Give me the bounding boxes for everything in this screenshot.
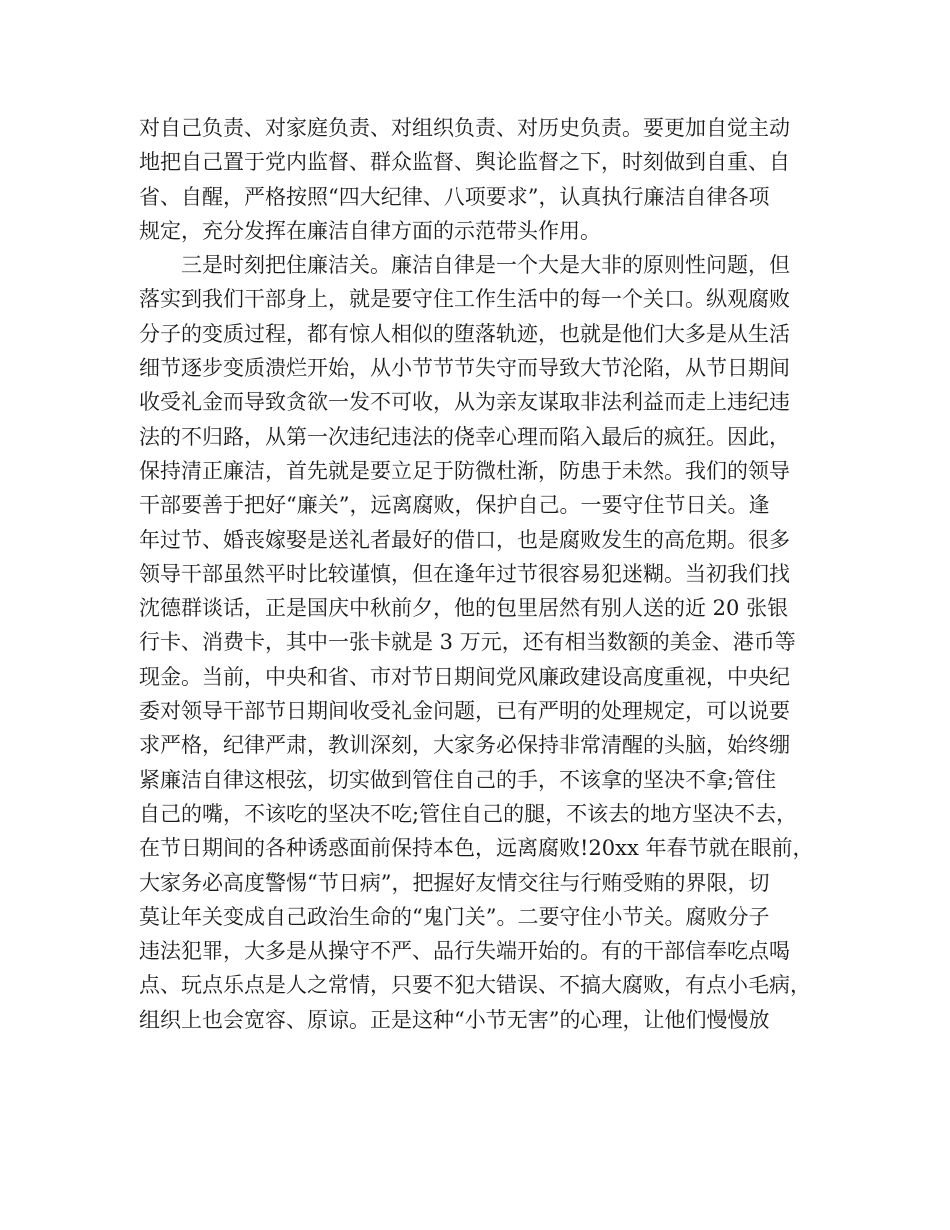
body-text [139,111,829,1037]
text-line: 收受礼金而导致贪欲一发不可收，从为亲友谋取非法利益而走上违纪违 [139,390,790,415]
text-line: 分子的变质过程，都有惊人相似的堕落轨迹，也就是他们大多是从生活 [139,321,790,346]
text-line: 大家务必高度警惕“节日病”，把握好友情交往与行贿受贿的界限，切 [139,870,770,895]
text-line: 委对领导干部节日期间收受礼金问题，已有严明的处理规定，可以说要 [139,699,790,724]
text-line: 点、玩点乐点是人之常情，只要不犯大错误、不搞大腐败，有点小毛病， [139,973,811,998]
text-line: 违法犯罪，大多是从操守不严、品行失端开始的。有的干部信奉吃点喝 [139,939,790,964]
text-line: 细节逐步变质溃烂开始，从小节节节失守而导致大节沦陷，从节日期间 [139,356,790,381]
text-line: 地把自己置于党内监督、群众监督、舆论监督之下，时刻做到自重、自 [139,150,790,175]
text-line: 紧廉洁自律这根弦，切实做到管住自己的手，不该拿的坚决不拿;管住 [139,767,777,792]
text-line: 求严格，纪律严肃，教训深刻，大家务必保持非常清醒的头脑，始终绷 [139,733,790,758]
text-line: 规定，充分发挥在廉洁自律方面的示范带头作用。 [139,218,601,243]
text-line: 落实到我们干部身上，就是要守住工作生活中的每一个关口。纵观腐败 [139,287,790,312]
text-line: 领导干部虽然平时比较谨慎，但在逢年过节很容易犯迷糊。当初我们找 [139,561,790,586]
text-line: 沈德群谈话，正是国庆中秋前夕，他的包里居然有别人送的近 20 张银 [139,596,789,621]
text-line: 法的不归路，从第一次违纪违法的侥幸心理而陷入最后的疯狂。因此， [139,424,790,449]
text-line: 行卡、消费卡，其中一张卡就是 3 万元，还有相当数额的美金、港币等 [139,630,796,655]
text-line: 现金。当前，中央和省、市对节日期间党风廉政建设高度重视，中央纪 [139,664,790,689]
text-line: 年过节、婚丧嫁娶是送礼者最好的借口，也是腐败发生的高危期。很多 [139,527,790,552]
text-line: 省、自醒，严格按照“四大纪律、八项要求”，认真执行廉洁自律各项 [139,184,770,209]
text-line: 组织上也会宽容、原谅。正是这种“小节无害”的心理，让他们慢慢放 [139,1007,770,1032]
text-line: 对自己负责、对家庭负责、对组织负责、对历史负责。要更加自觉主动 [139,116,790,140]
text-line: 自己的嘴，不该吃的坚决不吃;管住自己的腿，不该去的地方坚决不去， [139,801,798,826]
paragraph-start-line: 三是时刻把住廉洁关。廉洁自律是一个大是大非的原则性问题，但 [139,253,790,278]
text-line: 保持清正廉洁，首先就是要立足于防微杜渐，防患于未然。我们的领导 [139,458,790,483]
text-line: 莫让年关变成自己政治生命的“鬼门关”。二要守住小节关。腐败分子 [139,904,770,929]
text-line: 干部要善于把好“廉关”，远离腐败，保护自己。一要守住节日关。逢 [139,493,770,518]
text-line: 在节日期间的各种诱惑面前保持本色，远离腐败!20xx 年春节就在眼前， [139,836,814,861]
